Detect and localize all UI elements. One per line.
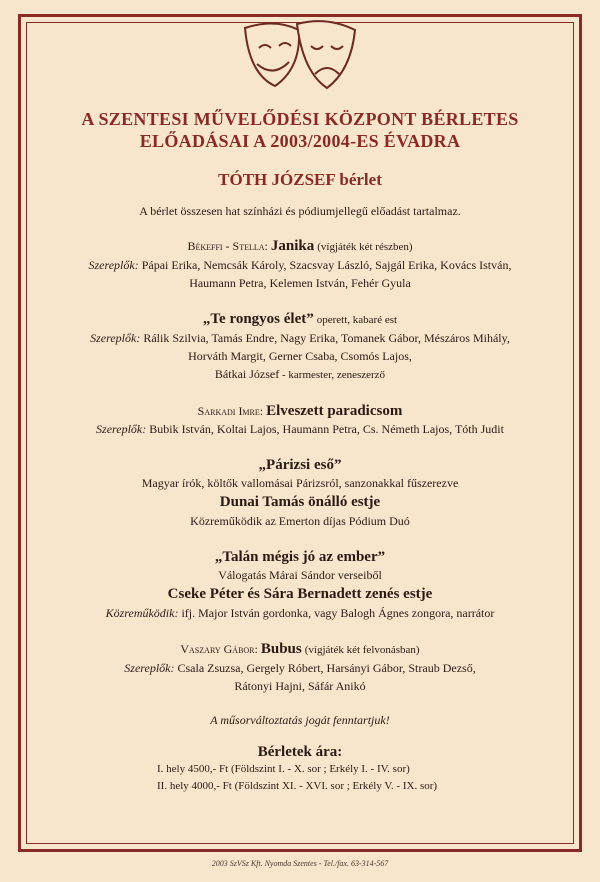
printer-footer: 2003 SzVSz Kft. Nyomda Szentes - Tel./fax. 63-314-567 xyxy=(211,859,389,868)
cast-role: - karmester, zeneszerző xyxy=(279,369,386,381)
show-elveszett-paradicsom xyxy=(60,402,540,438)
show-title: Bubus xyxy=(260,641,302,657)
show-description: Válogatás Márai Sándor verseiből xyxy=(218,568,382,582)
prices-title: Bérletek ára: xyxy=(257,744,343,760)
subscription-title: TÓTH JÓZSEF bérlet xyxy=(218,170,382,189)
price-row: I. hely 4500,- Ft (Földszint I. - X. sor ; Erkély I. - IV. sor) xyxy=(157,763,410,775)
show-performer: Dunai Tamás önálló estje xyxy=(219,494,381,510)
cast-list: Rálik Szilvia, Tamás Endre, Nagy Erika, Tomanek Gábor, Mészáros Mihály, xyxy=(143,331,510,345)
show-title: „Talán mégis jó az ember” xyxy=(214,549,386,565)
cast-label: Szereplők: xyxy=(88,258,139,272)
subscription-intro: A bérlet összesen hat színházi és pódiumjellegű előadást tartalmaz. xyxy=(139,204,461,218)
show-collaborator: Közreműködik az Emerton díjas Pódium Duó xyxy=(190,514,410,528)
cast-list: Csala Zsuzsa, Gergely Róbert, Harsányi Gábor, Straub Dezső, xyxy=(177,661,476,675)
show-parizsi-eso xyxy=(60,456,540,530)
show-title: Janika xyxy=(270,238,315,254)
price-row: II. hely 4000,- Ft (Földszint XI. - XVI. sor ; Erkély V. - IX. sor) xyxy=(157,780,438,792)
show-author: Békeffi - Stella: xyxy=(187,239,268,253)
show-genre: (vígjáték két felvonásban) xyxy=(304,644,420,656)
cast-list: Rátonyi Hajni, Sáfár Anikó xyxy=(234,679,366,693)
cast-list: Bubik István, Koltai Lajos, Haumann Petra, Cs. Németh Lajos, Tóth Judit xyxy=(149,422,504,436)
show-title: „Párizsi eső” xyxy=(258,457,342,473)
notice-text: A műsorváltoztatás jogát fenntartjuk! xyxy=(210,713,390,727)
show-title: „Te rongyos élet” xyxy=(202,311,314,327)
show-description: Magyar írók, költők vallomásai Párizsról, sanzonakkal fűszerezve xyxy=(141,476,459,490)
show-performer: Cseke Péter és Sára Bernadett zenés estje xyxy=(167,586,433,602)
cast-list: Pápai Erika, Nemcsák Károly, Szacsvay László, Sajgál Erika, Kovács István, xyxy=(141,258,512,272)
cast-label: Szereplők: xyxy=(124,661,175,675)
show-genre: operett, kabaré est xyxy=(316,314,398,326)
show-collaborator: ifj. Major István gordonka, vagy Balogh Ágnes zongora, narrátor xyxy=(181,606,495,620)
show-author: Sarkadi Imre: xyxy=(197,404,264,418)
cast-list: Bátkai József xyxy=(214,367,280,381)
cast-label: Szereplők: xyxy=(90,331,141,345)
show-genre: (vígjáték két részben) xyxy=(317,241,413,253)
poster-heading-line1: A SZENTESI MŰVELŐDÉSI KÖZPONT BÉRLETES xyxy=(81,109,519,129)
cast-list: Horváth Margit, Gerner Csaba, Csomós Lajos, xyxy=(188,349,412,363)
poster-heading-line2: ELŐADÁSAI A 2003/2004-ES ÉVADRA xyxy=(139,131,461,151)
cast-label: Szereplők: xyxy=(96,422,147,436)
show-author: Vaszary Gábor: xyxy=(180,642,258,656)
cast-list: Haumann Petra, Kelemen István, Fehér Gyula xyxy=(189,276,411,290)
show-title: Elveszett paradicsom xyxy=(266,403,403,419)
show-te-rongyos-elet xyxy=(60,310,540,384)
show-bubus xyxy=(60,640,540,695)
theatre-masks-icon xyxy=(235,16,365,102)
collab-label: Közreműködik: xyxy=(105,606,179,620)
poster-content xyxy=(60,108,540,795)
show-talan-meg-jo-az-ember xyxy=(60,548,540,622)
show-janika xyxy=(60,237,540,292)
